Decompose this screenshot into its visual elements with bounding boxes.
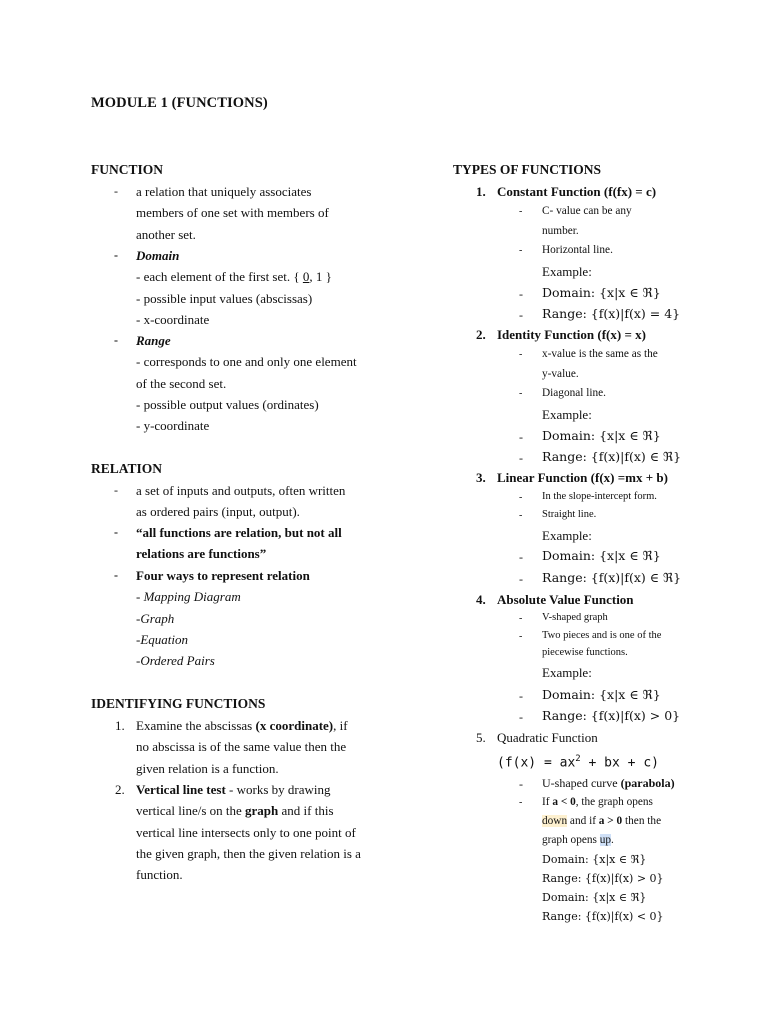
bold-text: (x coordinate) <box>255 718 334 733</box>
identity-function-label: Identity Function (f(x) = x) <box>497 327 646 342</box>
range-text: Range: {f(x)|f(x) ∈ ℜ} <box>542 449 682 464</box>
text-line: - corresponds to one and only one element <box>136 354 357 370</box>
domain-text: Domain: {x|x ∈ ℜ} <box>542 891 647 904</box>
page-title: MODULE 1 (FUNCTIONS) <box>91 95 268 111</box>
formula-part: + bx + c) <box>580 755 659 771</box>
way-item: -Ordered Pairs <box>136 653 215 669</box>
example-label: Example: <box>542 407 592 422</box>
four-ways-block <box>136 565 416 671</box>
domain-line-1 <box>136 266 416 287</box>
identifying-heading: IDENTIFYING FUNCTIONS <box>91 696 266 711</box>
relation-definition <box>136 480 416 523</box>
relation-quote <box>136 522 416 565</box>
text-line: function. <box>136 867 183 883</box>
quadratic-function-label: Quadratic Function <box>497 730 598 745</box>
constant-function-label: Constant Function (f(fx) = c) <box>497 184 657 199</box>
text-line: members of one set with members of <box>136 205 329 221</box>
note-line: Straight line. <box>542 509 597 520</box>
bullet-dash: - <box>519 308 523 322</box>
text-line: given relation is a function. <box>136 760 279 776</box>
bullet-dash: - <box>519 613 523 624</box>
note-line: x-value is the same as the <box>542 348 658 360</box>
bullet-dash: - <box>519 689 523 703</box>
range-block <box>136 330 426 436</box>
text-line: “all functions are relation, but not all <box>136 525 342 540</box>
list-number: 3. <box>476 470 486 485</box>
bullet-dash: - <box>114 568 118 582</box>
note-line: y-value. <box>542 368 579 380</box>
note-line: V-shaped graph <box>542 612 608 623</box>
text-line: vertical line intersects only to one point of <box>136 824 356 840</box>
example-label: Example: <box>542 665 592 680</box>
text-line: a relation that uniquely associates <box>136 184 312 199</box>
bullet-dash: - <box>114 525 118 539</box>
domain-text: Domain: {x|x ∈ ℜ} <box>542 548 661 563</box>
highlighted-up: up <box>599 834 612 846</box>
bullet-dash: - <box>114 333 118 347</box>
list-number: 2. <box>115 782 125 797</box>
list-number: 4. <box>476 592 486 607</box>
way-item: -Equation <box>136 631 188 647</box>
four-ways-label: Four ways to represent relation <box>136 568 310 583</box>
text: , 1 } <box>309 269 332 285</box>
bullet-dash: - <box>519 492 523 503</box>
note-line <box>542 776 675 791</box>
text: graph opens <box>542 834 600 846</box>
bold-text: a < 0 <box>552 796 576 808</box>
function-heading: FUNCTION <box>91 162 164 177</box>
text: , the graph opens <box>575 796 653 808</box>
underlined-zero: 0 <box>302 269 310 285</box>
text: U-shaped curve <box>542 776 621 790</box>
text-line: - possible output values (ordinates) <box>136 396 319 412</box>
formula-exponent: 2 <box>575 754 581 764</box>
list-number: 5. <box>476 730 486 745</box>
way-item: -Graph <box>136 610 175 626</box>
highlighted-down: down <box>542 815 568 827</box>
text-line: a set of inputs and outputs, often written <box>136 483 346 498</box>
text: - each element of the first set. { <box>136 269 303 285</box>
example-label: Example: <box>542 528 592 543</box>
bullet-dash: - <box>519 287 523 301</box>
bullet-dash: - <box>519 797 523 808</box>
bullet-dash: - <box>519 550 523 564</box>
domain-block <box>136 245 416 330</box>
identifying-item-1 <box>136 715 426 779</box>
bullet-dash: - <box>519 451 523 465</box>
relation-heading: RELATION <box>91 461 163 476</box>
linear-function-label: Linear Function (f(x) =mx + b) <box>497 470 668 485</box>
bold-text: (parabola) <box>620 776 675 790</box>
bullet-dash: - <box>519 572 523 586</box>
text-line: relations are functions” <box>136 546 267 562</box>
range-text: Range: {f(x)|f(x) < 0} <box>542 910 664 923</box>
text-line <box>136 715 426 736</box>
text: then the <box>622 815 662 827</box>
range-text: Range: {f(x)|f(x) ∈ ℜ} <box>542 570 682 585</box>
range-text: Range: {f(x)|f(x) = 4} <box>542 306 681 321</box>
text-line: as ordered pairs (input, output). <box>136 504 300 520</box>
range-text: Range: {f(x)|f(x) > 0} <box>542 708 681 723</box>
note-line: Diagonal line. <box>542 387 606 399</box>
note-line: C- value can be any <box>542 205 632 217</box>
bold-text: a > 0 <box>598 815 623 827</box>
text-line: no abscissa is of the same value then the <box>136 739 347 755</box>
domain-text: Domain: {x|x ∈ ℜ} <box>542 853 647 866</box>
text-line: of the second set. <box>136 375 227 391</box>
text-line <box>136 779 436 800</box>
note-line: Two pieces and is one of the <box>542 630 662 641</box>
text-line: - possible input values (abscissas) <box>136 290 313 306</box>
bullet-dash: - <box>519 349 523 360</box>
note-line <box>542 796 653 808</box>
list-number: 2. <box>476 327 486 342</box>
text: and if this <box>278 803 334 819</box>
text-line: another set. <box>136 226 196 242</box>
way-item: - Mapping Diagram <box>136 589 241 605</box>
formula-part: (f(x) = ax <box>497 755 576 771</box>
text: vertical line/s on the <box>136 803 246 819</box>
bullet-dash: - <box>519 510 523 521</box>
bullet-dash: - <box>519 430 523 444</box>
bullet-dash: - <box>519 206 523 217</box>
types-heading: TYPES OF FUNCTIONS <box>453 162 602 177</box>
domain-text: Domain: {x|x ∈ ℜ} <box>542 285 661 300</box>
bold-text: graph <box>245 803 279 819</box>
bullet-dash: - <box>114 184 118 198</box>
note-line: number. <box>542 225 579 237</box>
note-line: In the slope-intercept form. <box>542 491 657 502</box>
range-label: Range <box>136 333 171 348</box>
list-number: 1. <box>476 184 486 199</box>
text-line: - y-coordinate <box>136 418 210 434</box>
note-line: piecewise functions. <box>542 647 628 658</box>
text: . <box>611 834 614 846</box>
domain-label: Domain <box>136 248 180 263</box>
text: - works by drawing <box>225 782 331 797</box>
text: and if <box>567 815 599 827</box>
text-line: the given graph, then the given relation is a <box>136 845 361 861</box>
text-line: - x-coordinate <box>136 311 210 327</box>
list-number: 1. <box>115 718 125 733</box>
bullet-dash: - <box>114 248 118 262</box>
domain-text: Domain: {x|x ∈ ℜ} <box>542 687 661 702</box>
domain-text: Domain: {x|x ∈ ℜ} <box>542 428 661 443</box>
bullet-dash: - <box>114 483 118 497</box>
note-line <box>542 815 661 827</box>
identifying-item-2 <box>136 779 436 885</box>
text: Examine the abscissas <box>136 718 256 733</box>
bullet-dash: - <box>519 710 523 724</box>
text: , if <box>333 718 348 733</box>
note-line <box>542 834 614 846</box>
bullet-dash: - <box>519 631 523 642</box>
note-line: Horizontal line. <box>542 244 613 256</box>
bullet-dash: - <box>519 777 523 791</box>
function-definition <box>136 181 406 245</box>
example-label: Example: <box>542 264 592 279</box>
bullet-dash: - <box>519 245 523 256</box>
text: If <box>542 796 553 808</box>
range-text: Range: {f(x)|f(x) > 0} <box>542 872 664 885</box>
text-line <box>136 800 436 821</box>
absolute-function-label: Absolute Value Function <box>497 592 634 607</box>
quadratic-formula <box>497 754 659 770</box>
bullet-dash: - <box>519 388 523 399</box>
bold-text: Vertical line test <box>136 782 226 797</box>
